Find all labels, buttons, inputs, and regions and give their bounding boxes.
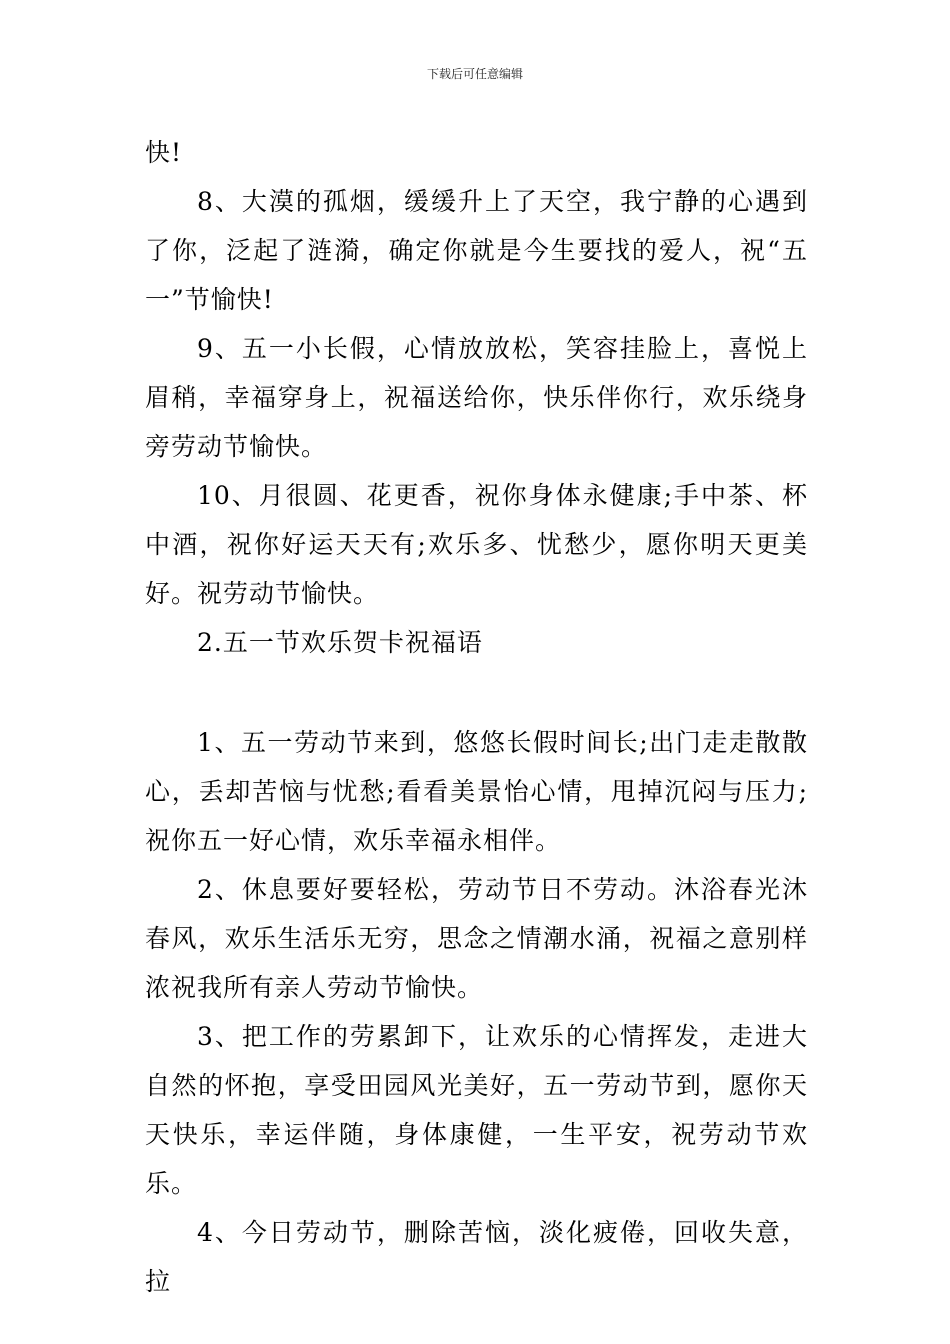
paragraph-item-4: 4、今日劳动节，删除苦恼，淡化疲倦，回收失意，拉 bbox=[145, 1218, 808, 1296]
paragraph-item-8: 8、大漠的孤烟，缓缓升上了天空，我宁静的心遇到了你，泛起了涟漪，确定你就是今生要找的爱人，祝“五一”节愉快! bbox=[145, 187, 808, 314]
paragraph-item-10: 10、月很圆、花更香，祝你身体永健康;手中茶、杯中酒，祝你好运天天有;欢乐多、忧愁少，愿你明天更美好。祝劳动节愉快。 bbox=[145, 481, 808, 608]
section-heading: 2.五一节欢乐贺卡祝福语 bbox=[197, 628, 483, 657]
paragraph-item-3: 3、把工作的劳累卸下，让欢乐的心情挥发，走进大自然的怀抱，享受田园风光美好，五一劳动节到，愿你天天快乐，幸运伴随，身体康健，一生平安，祝劳动节欢乐。 bbox=[145, 1022, 808, 1198]
document-body bbox=[145, 128, 808, 1306]
section-spacer bbox=[145, 667, 808, 718]
paragraph-item-2: 2、休息要好要轻松，劳动节日不劳动。沐浴春光沐春风，欢乐生活乐无穷，思念之情潮水涌，祝福之意别样浓祝我所有亲人劳动节愉快。 bbox=[145, 875, 808, 1002]
paragraph-item-1: 1、五一劳动节来到，悠悠长假时间长;出门走走散散心，丢却苦恼与忧愁;看看美景怡心情，甩掉沉闷与压力;祝你五一好心情，欢乐幸福永相伴。 bbox=[145, 728, 808, 855]
paragraph-continuation: 快! bbox=[145, 138, 183, 167]
paragraph-item-9: 9、五一小长假，心情放放松，笑容挂脸上，喜悦上眉稍，幸福穿身上，祝福送给你，快乐伴你行，欢乐绕身旁劳动节愉快。 bbox=[145, 334, 808, 461]
page-header: 下载后可任意编辑 bbox=[426, 67, 523, 81]
